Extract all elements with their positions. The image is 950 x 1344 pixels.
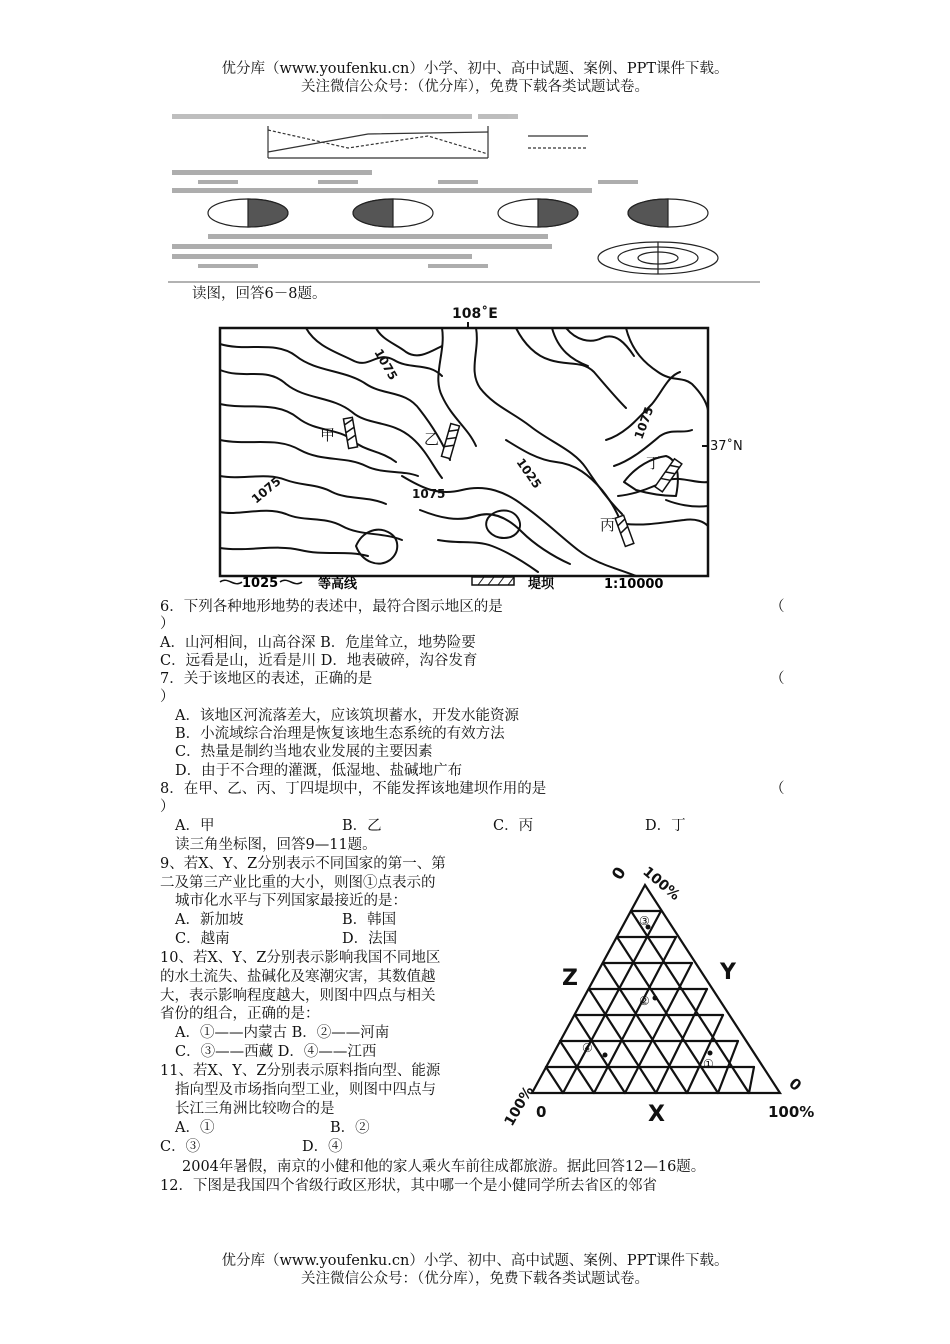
point-1-marker (708, 1051, 713, 1056)
intro-questions-6-8: 读图，回答6－8题。 (192, 286, 327, 302)
bottom-left-zero-label: 0 (536, 1103, 547, 1121)
q8-paren-open: （ (770, 781, 785, 797)
point-4-marker (603, 1053, 608, 1058)
q11-stem-3: 长江三角洲比较吻合的是 (175, 1101, 335, 1117)
q9-stem-3: 城市化水平与下列国家最接近的是： (175, 893, 407, 909)
q10-stem-4: 省份的组合，正确的是： (160, 1006, 320, 1022)
contour-label-1075-top: 1075 (371, 346, 401, 383)
q6-paren-close: ） (160, 616, 175, 632)
q8-option-b: B．乙 (342, 818, 382, 834)
q7-option-a: A．该地区河流落差大，应该筑坝蓄水，开发水能资源 (175, 708, 519, 724)
q7-option-b: B．小流域综合治理是恢复该地生态系统的有效方法 (175, 726, 505, 742)
apex-zero-label: 0 (607, 863, 630, 884)
point-4-label: ④ (582, 1041, 593, 1055)
q11-option-a: A．① (175, 1120, 215, 1136)
map-legend (220, 576, 663, 592)
q6-options-ab: A．山河相间，山高谷深 B．危崖耸立，地势险要 (160, 635, 476, 651)
q8-option-c: C．丙 (493, 818, 534, 834)
dam-label-yi: 乙 (424, 430, 440, 448)
axis-z-label: Z (562, 966, 578, 991)
q8-stem: 8．在甲、乙、丙、丁四堤坝中，不能发挥该地建坝作用的是 (160, 781, 547, 797)
page-footer-line-1: 优分库（www.youfenku.cn）小学、初中、高中试题、案例、PPT课件下载。 (221, 1253, 729, 1269)
q11-option-b: B．② (330, 1120, 370, 1136)
legend-dam-label: 堤坝 (528, 577, 555, 592)
axis-y-label: Y (720, 960, 736, 985)
q10-options-cd: C．③——西藏 D．④——江西 (175, 1044, 377, 1060)
q9-stem-2: 二及第三产业比重的大小，则图①点表示的 (160, 875, 436, 891)
legend-contour-label: 等高线 (318, 577, 358, 592)
q6-paren-open: （ (770, 599, 785, 615)
bottom-right-100-label: 100% (768, 1103, 815, 1121)
q9-option-a: A．新加坡 (175, 912, 244, 928)
point-2-label: ② (639, 994, 650, 1008)
q8-option-d: D．丁 (645, 818, 686, 834)
contour-label-1075-left: 1075 (248, 474, 284, 507)
q8-paren-close: ） (160, 799, 175, 815)
q8-option-a: A．甲 (175, 818, 215, 834)
page-header-line-1: 优分库（www.youfenku.cn）小学、初中、高中试题、案例、PPT课件下载。 (221, 61, 729, 77)
q7-stem: 7．关于该地区的表述，正确的是 (160, 671, 373, 687)
q7-paren-close: ） (160, 689, 175, 705)
q7-paren-open: （ (770, 671, 785, 687)
q11-option-c: C．③ (160, 1139, 201, 1155)
q10-options-ab: A．①——内蒙古 B．②——河南 (175, 1025, 390, 1041)
q9-option-b: B．韩国 (342, 912, 397, 928)
q7-option-d: D．由于不合理的灌溉，低湿地、盐碱地广布 (175, 763, 463, 779)
dam-label-bing: 丙 (600, 516, 616, 534)
q9-option-c: C．越南 (175, 931, 230, 947)
dam-label-jia: 甲 (320, 426, 336, 444)
q9-stem-1: 9、若X、Y、Z分别表示不同国家的第一、第 (160, 856, 446, 872)
apex-100-label: 100% (639, 863, 683, 904)
scanned-fragment-image (168, 108, 760, 286)
q12-stem: 12．下图是我国四个省级行政区形状，其中哪一个是小健同学所去省区的邻省 (160, 1178, 657, 1194)
q10-stem-3: 大，表示影响程度越大，则图中四点与相关 (160, 988, 436, 1004)
contour-label-1075-center: 1075 (412, 487, 446, 501)
page-header-line-2: 关注微信公众号：（优分库），免费下载各类试题试卷。 (301, 79, 649, 95)
q11-stem-2: 指向型及市场指向型工业，则图中四点与 (175, 1082, 436, 1098)
dam-yi (441, 424, 459, 459)
map-longitude-label: 108˚E (452, 306, 498, 322)
dam-bing (615, 515, 634, 546)
q10-stem-2: 的水土流失、盐碱化及寒潮灾害，其数值越 (160, 969, 436, 985)
contour-label-1075-right: 1075 (631, 404, 657, 442)
intro-questions-9-11: 读三角坐标图，回答9—11题。 (175, 837, 377, 853)
axis-x-label: X (648, 1102, 665, 1127)
q9-option-d: D．法国 (342, 931, 398, 947)
q6-stem: 6．下列各种地形地势的表述中，最符合图示地区的是 (160, 599, 503, 615)
legend-scale: 1:10000 (604, 577, 664, 592)
q10-stem-1: 10、若X、Y、Z分别表示影响我国不同地区 (160, 950, 441, 966)
dam-jia (343, 417, 357, 448)
legend-contour-value: 1025 (242, 576, 279, 591)
q11-stem-1: 11、若X、Y、Z分别表示原料指向型、能源 (160, 1063, 441, 1079)
page-footer-line-2: 关注微信公众号：（优分库），免费下载各类试题试卷。 (301, 1271, 649, 1287)
triangle-coordinate-diagram (492, 855, 822, 1130)
point-1-label: ① (703, 1057, 714, 1071)
q11-option-d: D．④ (302, 1139, 343, 1155)
contour-label-1025: 1025 (513, 455, 545, 492)
intro-questions-12-16: 2004年暑假，南京的小健和他的家人乘火车前往成都旅游。据此回答12—16题。 (182, 1159, 706, 1175)
contour-map (206, 300, 786, 595)
point-3-label: ③ (639, 914, 650, 928)
q6-options-cd: C．远看是山，近看是川 D．地表破碎，沟谷发育 (160, 653, 478, 669)
bottom-left-100-label: 100% (501, 1083, 538, 1129)
q7-option-c: C．热量是制约当地农业发展的主要因素 (175, 744, 433, 760)
point-2-marker (653, 996, 658, 1001)
map-latitude-label: 37˚N (710, 439, 743, 454)
bottom-right-zero-label: 0 (785, 1074, 805, 1095)
dam-label-ding: 丁 (646, 454, 662, 472)
